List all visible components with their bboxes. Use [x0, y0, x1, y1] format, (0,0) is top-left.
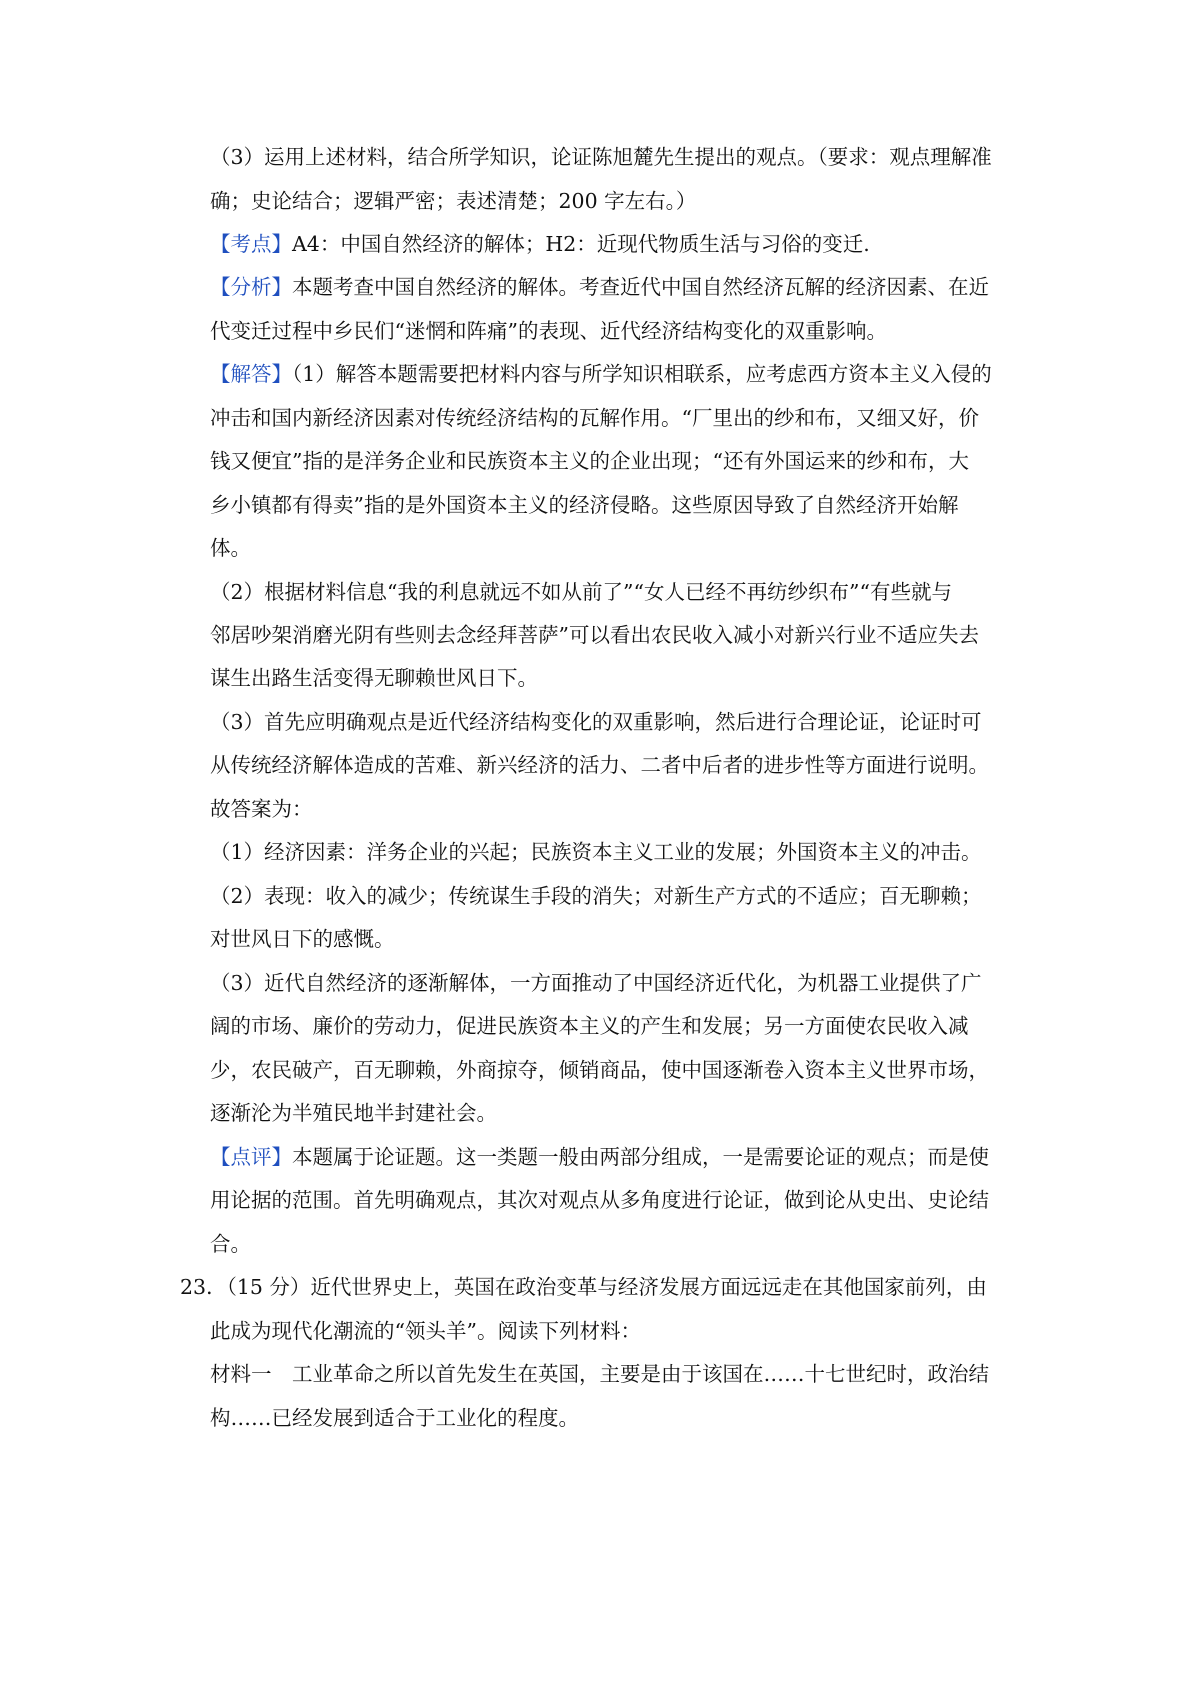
- material-1-line: 材料一 工业革命之所以首先发生在英国，主要是由于该国在……十七世纪时，政治结: [210, 1362, 989, 1386]
- kaodian-tag: 【考点】: [210, 232, 292, 256]
- jieda-tag: 【解答】: [210, 362, 292, 386]
- text-line: 乡小镇都有得卖”指的是外国资本主义的经济侵略。这些原因导致了自然经济开始解: [210, 493, 959, 517]
- text-line: 体。: [210, 536, 251, 560]
- text-line: （3）首先应明确观点是近代经济结构变化的双重影响，然后进行合理论证，论证时可: [210, 710, 982, 734]
- fenxi-tag: 【分析】: [210, 275, 292, 299]
- question-23-line: 23．（15 分）近代世界史上，英国在政治变革与经济发展方面远远走在其他国家前列，由: [180, 1275, 987, 1299]
- dianping-line: 【点评】本题属于论证题。这一类题一般由两部分组成，一是需要论证的观点；而是使: [210, 1145, 989, 1169]
- text-line: 冲击和国内新经济因素对传统经济结构的瓦解作用。“厂里出的纱和布，又细又好，价: [210, 406, 979, 430]
- answer-2-line: （2）表现：收入的减少；传统谋生手段的消失；对新生产方式的不适应；百无聊赖；: [210, 884, 982, 908]
- answer-3-line: （3）近代自然经济的逐渐解体，一方面推动了中国经济近代化，为机器工业提供了广: [210, 971, 982, 995]
- text-line: 逐渐沦为半殖民地半封建社会。: [210, 1101, 497, 1125]
- text-line: 用论据的范围。首先明确观点，其次对观点从多角度进行论证，做到论从史出、史论结: [210, 1188, 989, 1212]
- fenxi-line: 【分析】本题考查中国自然经济的解体。考查近代中国自然经济瓦解的经济因素、在近: [210, 275, 989, 299]
- text-line: 故答案为：: [210, 797, 313, 821]
- text-line: 谋生出路生活变得无聊赖世风日下。: [210, 666, 538, 690]
- text-line: 此成为现代化潮流的“领头羊”。阅读下列材料：: [210, 1319, 641, 1343]
- text-line: 邻居吵架消磨光阴有些则去念经拜菩萨”可以看出农民收入减小对新兴行业不适应失去: [210, 623, 979, 647]
- dianping-tag: 【点评】: [210, 1145, 292, 1169]
- text-line: 对世风日下的感慨。: [210, 927, 395, 951]
- text-line: 钱又便宜”指的是洋务企业和民族资本主义的企业出现；“还有外国运来的纱和布，大: [210, 449, 969, 473]
- text-line: 阔的市场、廉价的劳动力，促进民族资本主义的产生和发展；另一方面使农民收入减: [210, 1014, 969, 1038]
- jieda-line: 【解答】（1）解答本题需要把材料内容与所学知识相联系，应考虑西方资本主义入侵的: [210, 362, 992, 386]
- text-line: 合。: [210, 1232, 251, 1256]
- text-line: 少，农民破产，百无聊赖，外商掠夺，倾销商品，使中国逐渐卷入资本主义世界市场，: [210, 1058, 989, 1082]
- text-line: 构……已经发展到适合于工业化的程度。: [210, 1406, 579, 1430]
- text-line: （3）运用上述材料，结合所学知识，论证陈旭麓先生提出的观点。（要求：观点理解准: [210, 145, 992, 169]
- answer-1-line: （1）经济因素：洋务企业的兴起；民族资本主义工业的发展；外国资本主义的冲击。: [210, 840, 982, 864]
- text-line: 确；史论结合；逻辑严密；表述清楚；200 字左右。）: [210, 189, 697, 213]
- text-line: 从传统经济解体造成的苦难、新兴经济的活力、二者中后者的进步性等方面进行说明。: [210, 753, 989, 777]
- text-line: 代变迁过程中乡民们“迷惘和阵痛”的表现、近代经济结构变化的双重影响。: [210, 319, 887, 343]
- text-line: （2）根据材料信息“我的利息就远不如从前了”“女人已经不再纺纱织布”“有些就与: [210, 580, 952, 604]
- kaodian-line: 【考点】A4：中国自然经济的解体；H2：近现代物质生活与习俗的变迁.: [210, 232, 870, 256]
